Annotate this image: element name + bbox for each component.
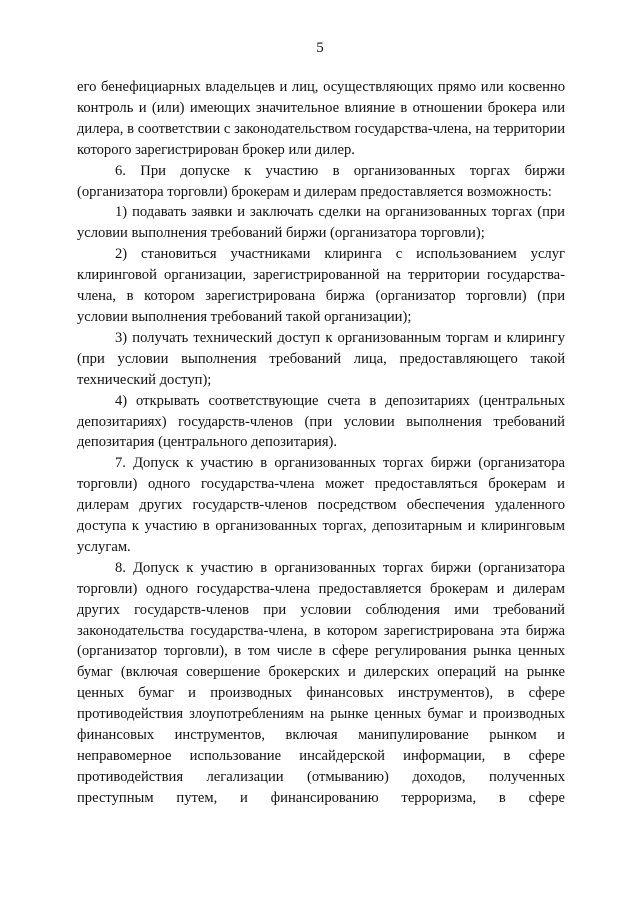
paragraph-continuation: его бенефициарных владельцев и лиц, осуществляющих прямо или косвенно контроль и (или) имеющих значительное влияние в отношении брокера или дилера, в соответствии с законодательством государства-члена, на территории которого зарегистрирован брокер или дилер.: [77, 79, 565, 158]
paragraph-subitem-4: 4) открывать соответствующие счета в депозитариях (центральных депозитариях) государств-членов (при условии выполнения требований депозитария (центрального депозитария).: [77, 392, 565, 451]
paragraph-item-7: 7. Допуск к участию в организованных торгах биржи (организатора торговли) одного государства-члена может предоставляться брокерам и дилерам других государств-членов посредством обеспечения удаленного доступа к участию в организованных торгах, депозитарным и клиринговым услугам.: [77, 455, 565, 555]
paragraph-subitem-2: 2) становиться участниками клиринга с использованием услуг клиринговой организации, зарегистрированной на территории государства-члена, в котором зарегистрирована биржа (организатор торговли) (при условии выполнения требований такой организации);: [77, 246, 565, 325]
page-number: 5: [316, 40, 324, 56]
document-body: [77, 77, 565, 809]
paragraph-item-6: 6. При допуске к участию в организованных торгах биржи (организатора торговли) брокерам и дилерам предоставляется возможность:: [77, 162, 565, 200]
paragraph-item-8: 8. Допуск к участию в организованных торгах биржи (организатора торговли) одного государства-члена предоставляется брокерам и дилерам других государств-членов при условии соблюдения ими требований законодательства государства-члена, в котором зарегистрирована эта биржа (организатор торговли), в том числе в сфере регулирования рынка ценных бумаг (включая совершение брокерских и дилерских операций на рынке ценных бумаг и производных финансовых инструментов), в сфере противодействия злоупотреблениям на рынке ценных бумаг и производных финансовых инструментов, включая манипулирование рынком и неправомерное использование инсайдерской информации, в сфере противодействия легализации (отмыванию) доходов, полученных преступным путем, и финансированию терроризма, в сфере: [77, 559, 565, 806]
paragraph-subitem-1: 1) подавать заявки и заключать сделки на организованных торгах (при условии выполнения требований биржи (организатора торговли);: [77, 204, 565, 242]
paragraph-subitem-3: 3) получать технический доступ к организованным торгам и клирингу (при условии выполнения требований лица, предоставляющего такой технический доступ);: [77, 329, 565, 388]
